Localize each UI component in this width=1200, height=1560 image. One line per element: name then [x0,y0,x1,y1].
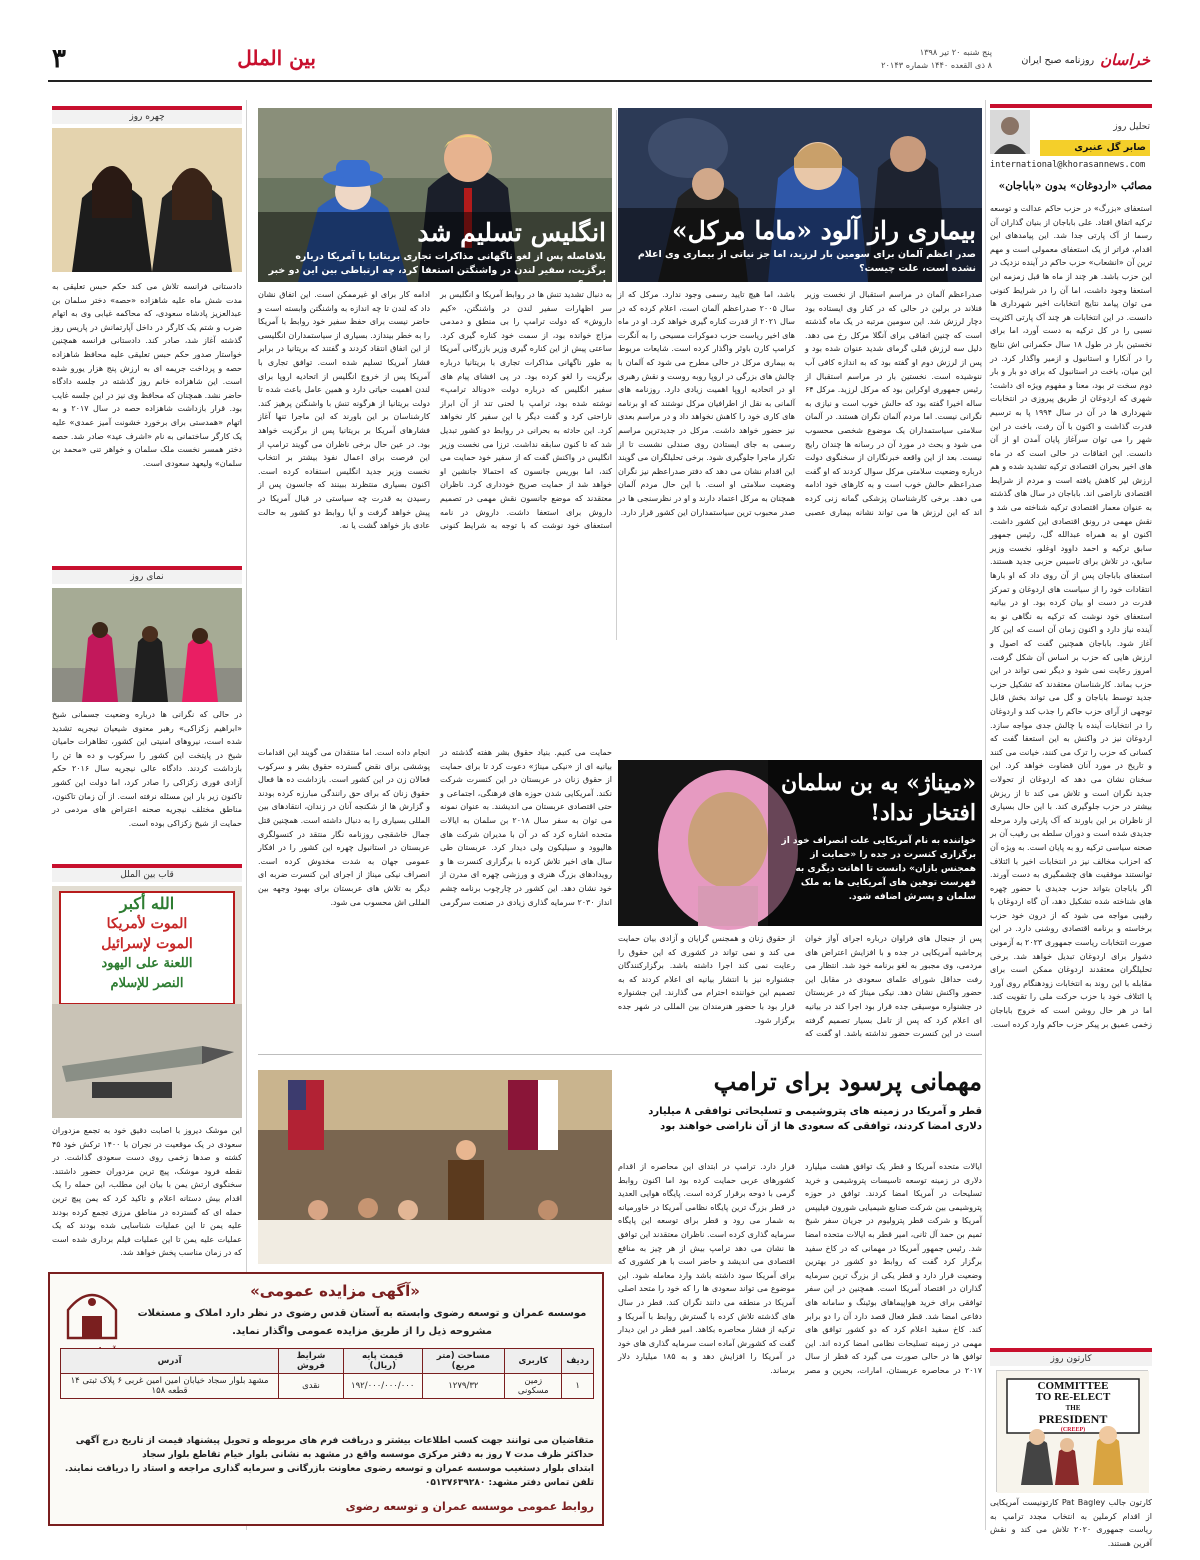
england-body-continued: حمایت می کنیم. بنیاد حقوق بشر هفته گذشته در بیانیه ای از «نیکی میناژ» دعوت کرد تا برای حمایت از حقوق زنان در عربستان در این کنسرت شرکت نکند. آمریکایی شدن حوزه های فرهنگی، اجتماعی و حتی اقتصادی عربستان می اندیشند. به عنوان نمونه می توان به سفر سال ۲۰۱۸ بن سلمان به ایالات متحده اشاره کرد که در آن با مدیران شرکت های هالیوود و سیلیکون ولی دیدار کرد. عربستان طی سال های اخیر تلاش کرده با برگزاری کنسرت ها و رویدادهای بزرگ هنری و ورزشی چهره ای مدرن از خود نشان دهد. این کشور در چارچوب برنامه چشم انداز ۲۰۳۰ سرمایه گذاری زیادی در صنعت سرگرمی انجام داده است. اما منتقدان می گویند این اقدامات پوششی برای نقض گسترده حقوق بشر و سرکوب فعالان زن در این کشور است. بازداشت ده ها فعال حقوق زنان که برای حق رانندگی مبارزه کرده بودند و گزارش ها از شکنجه آنان در زندان، انتقادهای بین المللی بسیاری را به دنبال داشته است. همچنین قتل جمال خاشقجی روزنامه نگار منتقد در کنسولگری عربستان در استانبول چهره این کشور را در افکار عمومی جهان به شدت مخدوش کرده است. انصراف نیکی میناژ از اجرای این کنسرت ضربه ای دیگر به تلاش های عربستان برای بهبود وجهه بین المللی اش محسوب می شود. [258,748,612,907]
masthead-rule [48,80,1152,82]
scene-of-day-label: نمای روز [52,566,242,584]
author-avatar [990,110,1030,154]
cartoon-caption: کارتون جالب Pat Bagley کارتونیست آمریکایی از اقدام کرملین به انتخاب مجدد ترامپ به ریاست جمهوری ۲۰۲۰ تلاش می کند و نقش آفرین هستند. [990,1498,1152,1548]
england-photo [258,108,612,290]
ad-footer-line: حداکثر ظرف مدت ۷ روز به دفتر مرکزی موسسه واقع در مشهد به نشانی بلوار خیام تقاطع بلوار سجاد [142,1450,594,1460]
face-of-day-body: دادستانی فرانسه تلاش می کند حکم حبس تعلیقی به مدت شش ماه علیه شاهزاده «حصه» دختر سلمان بن عبدالعزیز پادشاه سعودی، که محاکمه غیابی وی به اتهام ضرب و شتم یک کارگر در داخل آپارتمانش در پاریس روز گذشته آغاز شد، صادر کند. دادستانی فرانسه همچنین خواستار صدور حکم حبس تعلیقی علیه محافظ شاهزاده حصه و پرداخت جریمه ای به ارزش پنج هزار یورو شده است. این شاهزاده خانم روز گذشته در جلسه دادگاه حاضر نشد. همچنان که محافظ وی نیز در این جلسه غایب بود. قرار بازداشت شاهزاده حصه در سال ۲۰۱۷ و به اتهام «همدستی برای برخورد خشونت آمیز عمدی» علیه یک کارگر ساختمانی به نام «اشرف عید» صادر شد. حصه دختر همسر نخست ملک سلمان و خواهر تنی «محمد بن سلمان» ولیعهد سعودی است. [52,282,242,468]
scene-of-day-photo [52,588,242,702]
frame-banner-line: اللعنة على اليهود [101,956,193,971]
ad-table [60,1348,594,1399]
analysis-email[interactable]: international@khorasannews.com [990,160,1146,170]
table-cell: نقدی [279,1374,344,1399]
england-body: به دنبال تشدید تنش ها در روابط آمریکا و انگلیس بر سر اظهارات سفیر لندن در واشنگتن، «کیم داروش» که دولت ترامپ را بی منطق و دمدمی مزاج خوانده بود، از سمت خود کناره گیری کرد. ساعتی پیش از این کناره گیری وزیر بازرگانی آمریکا به طور ناگهانی مذاکرات تجاری با بریتانیا درباره برگزیت را لغو کرده بود. در پی افشای پیام های سفیر انگلیس که درباره دولت «دونالد ترامپ» نوشته شده بود، ترامپ با لحنی تند از آن ابراز ناراحتی کرد و گفت دیگر با این سفیر کار نخواهد کرد. این حادثه به بحرانی در روابط دو کشور تبدیل شد که تا کنون سابقه نداشت. ترزا می نخست وزیر انگلیس در واکنش گفت که از سفیر خود حمایت می کند، اما بوریس جانسون که احتمالا جانشین او خواهد شد از حمایت صریح خودداری کرد. ناظران معتقدند که موضع جانسون نقش مهمی در تصمیم داروش برای استعفا داشت. داروش در نامه استعفای خود نوشت که با توجه به شرایط کنونی ادامه کار برای او غیرممکن است. این اتفاق نشان داد که لندن تا چه اندازه به واشنگتن وابسته است و حاضر نیست برای حفظ سفیر خود روابط با آمریکا را به خطر بیندازد. بسیاری از سیاستمداران انگلیسی از این اتفاق انتقاد کردند و گفتند که بریتانیا در برابر فشار آمریکا تسلیم شده است. توافق تجاری با آمریکا پس از خروج انگلیس از اتحادیه اروپا برای لندن اهمیت حیاتی دارد و همین عامل باعث شده تا دولت بریتانیا از هرگونه تنش با واشنگتن پرهیز کند. کارشناسان بر این باورند که این ماجرا تنها آغاز فشارهای آمریکا بر بریتانیا پس از برگزیت خواهد بود. در عین حال برخی ناظران می گویند ترامپ از این فرصت برای اعمال نفوذ بیشتر بر انتخاب نخست وزیر جدید انگلیس استفاده کرده است. اکنون بسیاری منتظرند ببینند که جانسون پس از رسیدن به قدرت چه سیاستی در قبال آمریکا در پیش خواهد گرفت و آیا روابط دو کشور به حالت عادی باز خواهد گشت یا نه. [258,290,612,531]
frame-photo [52,886,242,1118]
date-line-2: ۸ ذی القعده ۱۴۴۰ شماره ۲۰۱۴۳ [881,60,992,70]
scene-of-day-body: در حالی که نگرانی ها درباره وضعیت جسمانی شیخ «ابراهیم زکزاکی» رهبر معنوی شیعیان نیجریه تشدید شده است، نیروهای امنیتی این کشور، تظاهرات حامیان شیخ در پایتخت این کشور را سرکوب و ده ها تن را بازداشت کردند. دادگاه عالی نیجریه سال ۲۰۱۶ حکم آزادی فوری زکزاکی را صادر کرد، اما دولت این کشور تاکنون زیر بار این مسئله نرفته است. از آن زمان تاکنون، مناطق مختلف نیجریه صحنه اعتراض های مردمی در حمایت از شیخ زکزاکی بوده است. [52,710,243,828]
brand-tagline: روزنامه صبح ایران [1021,54,1095,66]
merkel-body: صدراعظم آلمان در مراسم استقبال از نخست وزیر فنلاند در برلین در حالی که در کنار وی ایستاده بود دچار لرزش شد. این سومین مرتبه در یک ماه گذشته است که چنین اتفاقی برای آنگلا مرکل رخ می دهد. دلیل سه لرزش قبلی گرمای شدید عنوان شده بود و پس از لرزش دوم او گفته بود که به اندازه کافی آب ننوشیده است. نخستین بار در مراسم استقبال از رئیس جمهوری اوکراین بود که مرکل لرزید. مرکل ۶۴ ساله اخیرا گفته بود که حالش خوب است و نیازی به نگرانی نیست. اما مردم آلمان نگران هستند. در آلمان سلامتی سیاستمداران یک موضوع شخصی محسوب می شود و بحث در مورد آن در رسانه ها چندان رایج نیست. بعد از این واقعه خبرنگاران از سخنگوی دولت درباره وضعیت سلامتی مرکل سوال کردند که او گفت صدراعظم حالش خوب است و به کارهای خود ادامه می دهد. برخی کارشناسان پزشکی گمانه زنی کرده اند که این لرزش ها می تواند نشانه بیماری عصبی باشد، اما هیچ تایید رسمی وجود ندارد. مرکل که از سال ۲۰۰۵ صدراعظم آلمان است، اعلام کرده که در سال ۲۰۲۱ از قدرت کناره گیری خواهد کرد. او در ماه های اخیر ریاست حزب دموکرات مسیحی را به آنگرت کرامپ کارن باوئر واگذار کرده است. شایعات مربوط به بیماری مرکل در حالی مطرح می شود که آلمان با چالش های بزرگی در اروپا روبه روست و نقش رهبری او در اتحادیه اروپا اهمیت زیادی دارد. روزنامه های آلمانی به نقل از اطرافیان مرکل نوشتند که او برنامه های کاری خود را کاهش نخواهد داد و در مراسم بعدی نیز حضور خواهد داشت. مرکل در جدیدترین مراسم رسمی به جای ایستادن روی صندلی نشست تا از تکرار ماجرا جلوگیری شود. برخی تحلیلگران می گویند این اقدام نشان می دهد که دفتر صدراعظم نیز نگران وضعیت سلامتی او است. با این حال مردم آلمان همچنان به مرکل اعتماد دارند و او در نظرسنجی ها در صدر محبوب ترین سیاستمداران این کشور قرار دارد. [618,290,982,517]
table-cell: زمین مسکونی [505,1374,562,1399]
analysis-author: صابر گل عنبری [1040,140,1150,156]
brand-block [996,46,1150,74]
minaj-body: پس از جنجال های فراوان درباره اجرای آواز خوان پرحاشیه آمریکایی در جده و با افزایش اعتراض های مردمی، وی مجبور به لغو برنامه خود شد. انتظار می رفت حداقل شورای علمای سعودی در مقابل این حضور واکنش نشان دهد. نیکی میناژ که در عربستان در جشنواره موسیقی جده قرار بود اجرا کند در بیانیه ای اعلام کرد که پس از تامل بسیار تصمیم گرفته است در این کنسرت حضور نداشته باشد. او گفت که از حقوق زنان و همجنس گرایان و آزادی بیان حمایت می کند و نمی تواند در کشوری که این حقوق را رعایت نمی کند اجرا داشته باشد. برگزارکنندگان جشنواره نیز با انتشار بیانیه ای اعلام کردند که به تصمیم این خواننده احترام می گذارند. این جشنواره قرار بود با حضور هنرمندان بین المللی در شهر جده برگزار شود. [618,934,982,1039]
cartoon-sign-line: COMMITTEE [1037,1380,1109,1392]
analysis-body: استعفای «بزرگ» در حزب حاکم عدالت و توسعه ترکیه اتفاق افتاد. علی باباجان از بنیان گذاران آن رسما از آک پارتی جدا شد. این پیامدهای این اقدام، فراتر از یک استعفای معمولی است و مهم ترین آن «انشعاب» حزب حاکم در آینده نزدیک در این حزب باشد. هر چند از ماه ها قبل زمزمه این استعفا وجود داشت، اما آن را در شرایط کنونی می توان پیامد نتایج انتخابات اخیر شهرداری ها دانست. در این انتخابات هر چند آک پارتی اکثریت نسبی را در کل ترکیه به دست آورد، اما برای نخستین بار در طول ۱۸ سال حکمرانی اش نتایج را در آنکارا و استانبول و ازمیر واگذار کرد. در این میان، باخت در استانبول که برای دو بار و بار دوم سخت تر بود، معنا و مفهوم ویژه ای داشت؛ شهری که اردوغان از طریق پیروزی در انتخابات شهرداری ها در آن در سال ۱۹۹۴ پا به ترسیم قدرت گذاشت و اکنون با آن رفت، باخت در این شهر را می توان سرآغاز پایان آمدن او از آن دانست. این اتفاقات در حالی است که در ماه های اخیر بحران اقتصادی ترکیه تشدید شده و هم ارزش لیر کاهش یافته است و مردم از شرایط اقتصادی ناراضی اند. باباجان در سال های گذشته به عنوان معمار اقتصادی ترکیه شناخته می شد و نقش مهمی در رونق اقتصادی این کشور داشت. اکنون او به همراه عبدالله گل، رئیس جمهور سابق ترکیه و احمد داوود اوغلو، نخست وزیر سابق، در تلاش برای تاسیس حزبی جدید هستند. استعفای باباجان پس از آن روی داد که او بارها انتقادات خود را از سیاست های اردوغان و تمرکز قدرت در دست او بیان کرده بود. او در بیانیه استعفای خود نوشت که ترکیه به نگاهی نو به آینده نیاز دارد و اکنون زمان آن است که این کار آغاز شود. باباجان همچنین گفت که اصول و ارزش هایی که حزب بر اساس آن شکل گرفت، امروز رعایت نمی شود و دیگر نمی تواند در این حزب بماند. کارشناسان معتقدند که تشکیل حزب جدید توسط باباجان و گل می تواند بخش قابل توجهی از آرای حزب حاکم را جذب کند و اردوغان را در انتخابات آینده با چالش جدی مواجه سازد. اردوغان نیز در واکنش به این استعفا گفت که کسانی که حزب را ترک می کنند، خیانت می کنند و تاریخ در مورد آنان قضاوت خواهد کرد. این سخنان نشان می دهد که اردوغان از تحولات جدید نگران است و تلاش می کند تا از ریزش بیشتر در حزب جلوگیری کند. با این حال بسیاری از ناظران بر این باورند که آک پارتی وارد مرحله جدیدی شده است و دوران سلطه بی رقیب آن بر صحنه سیاسی ترکیه رو به پایان است. به ویژه آن که احزاب مخالف نیز در انتخابات اخیر با ائتلاف توانستند موفقیت های چشمگیری به دست آورند. اگر باباجان بتواند حزب جدیدی با حضور چهره های شناخته شده تشکیل دهد، آن گاه اردوغان با رقیبی مواجه می شود که از درون خود حزب برخاسته و برنامه اقتصادی روشنی دارد. در این صورت انتخابات ریاست جمهوری ۲۰۲۳ به آزمونی دشوار برای اردوغان تبدیل خواهد شد. برخی تحلیلگران معتقدند اردوغان ممکن است برای مقابله با این روند به انتخابات زودهنگام روی آورد یا ائتلاف خود با حزب حرکت ملی را تقویت کند. اما در هر حال روشن است که خروج باباجان زخمی عمیق بر پیکر حزب حاکم وارد کرده است. [990,204,1153,1029]
ad-signature: روابط عمومی موسسه عمران و توسعه رضوی [345,1500,594,1513]
trump-lead: قطر و آمریکا در زمینه های پتروشیمی و تسلیحاتی توافقی ۸ میلیارد دلاری امضا کردند، توافقی که سعودی ها از آن ناراضی خواهند بود [648,1106,982,1132]
frame-banner-line: الموت لإسرائيل [101,936,193,952]
ad-table-column-header: شرایط فروش [279,1349,344,1374]
cartoon-sign-line: PRESIDENT [1038,1412,1108,1426]
face-of-day-photo [52,128,242,272]
table-cell: مشهد بلوار سجاد خیابان امین امین غربی ۶ پلاک ثبتی ۱۴ قطعه ۱۵۸ [61,1374,279,1399]
ad-intro-2: مشروحه ذیل را از طریق مزایده عمومی واگذار نماید. [232,1326,492,1337]
date-line-1: پنج شنبه ۲۰ تیر ۱۳۹۸ [919,47,992,57]
minaj-headline: «میناژ» به بن سلمان افتخار نداد! [781,770,976,826]
cartoon-label: کارتون روز [990,1348,1152,1366]
analysis-label: تحلیل روز [1113,122,1150,132]
section-divider [258,1054,982,1055]
table-cell: ۱۲۷۹/۳۲ [422,1374,504,1399]
frame-banner-line: الله أكبر [119,894,175,913]
ad-footer-line: متقاضیان می توانند جهت کسب اطلاعات بیشتر و دریافت فرم های مربوطه و تحویل پیشنهاد قیمت از تاریخ درج آگهی [75,1436,594,1446]
frame-banner-line: النصر للإسلام [110,976,184,991]
cartoon-sign-line: TO RE-ELECT [1035,1391,1111,1403]
ad-phone: تلفن تماس دفتر مشهد: ۰۵۱۳۷۶۳۹۲۸۰ [424,1478,594,1488]
england-lead: بلافاصله پس از لغو ناگهانی مذاکرات تجاری بریتانیا با آمریکا درباره برگزیت، سفیر لندن در واشنگتن استعفا کرد، چه ارتباطی بین این دو خبر است؟ [268,251,606,290]
frame-banner-line: الموت لأمريكا [106,916,188,932]
cartoon-image [996,1370,1148,1492]
table-cell: ۱۹۲/۰۰۰/۰۰۰/۰۰۰ [343,1374,422,1399]
ad-title: «آگهی مزایده عمومی» [250,1282,420,1300]
ad-footer-line: ابتدای بلوار دستغیب موسسه عمران و توسعه رضوی معاونت بازرگانی و سرمایه گذاری مراجعه و استاد را دریافت نمایند. [64,1464,594,1474]
merkel-headline: بیماری راز آلود «ماما مرکل» [671,216,976,245]
analysis-headline: مصائب «اردوغان» بدون «باباجان» [998,180,1152,192]
frame-label: قاب بین الملل [52,864,242,882]
ad-table-column-header: آدرس [61,1349,279,1374]
face-of-day-label: چهره روز [52,106,242,124]
trump-body: ایالات متحده آمریکا و قطر یک توافق هشت میلیارد دلاری در زمینه توسعه تاسیسات پتروشیمی و خرید تسلیحات در آمریکا امضا کردند. توافق در حوزه پتروشیمی بین شرکت صنایع شیمیایی شورون فیلیپس آمریکا و شرکت قطر پترولیوم در جریان سفر شیخ تمیم بن حمد آل ثانی، امیر قطر به ایالات متحده امضا شد. رئیس جمهور آمریکا در مهمانی که در کاخ سفید برگزار کرد گفت که روابط دو کشور در بهترین وضعیت قرار دارد و قطر یکی از بزرگ ترین سرمایه گذاران در اقتصاد آمریکا است. همچنین در این سفر توافقی برای خرید هواپیماهای بوئینگ و سامانه های دفاعی امضا شد. قطر فعال قصد دارد آن را دو برابر کند. کاخ سفید اعلام کرد که دو کشور توافق های مهمی در زمینه تسلیحات نظامی امضا کرده اند. این توافق ها در حالی صورت می گیرد که قطر از سال ۲۰۱۷ در محاصره عربستان، امارات، بحرین و مصر قرار دارد. ترامپ در ابتدای این محاصره از اقدام کشورهای عربی حمایت کرده بود اما اکنون روابط گرمی با دوحه برقرار کرده است. پایگاه هوایی العدید در قطر بزرگ ترین پایگاه نظامی آمریکا در خاورمیانه به شمار می رود و قطر برای توسعه این پایگاه سرمایه گذاری کرده است. ناظران معتقدند این توافق ها نشان می دهد ترامپ بیش از هر چیز به منافع اقتصادی می اندیشد و حاضر است با هر کشوری که برای آمریکا سود داشته باشد وارد معامله شود. این موضوع می تواند سعودی ها را که خود را متحد اصلی آمریکا در منطقه می دانند نگران کند. قطر در سال های گذشته تلاش کرده با گسترش روابط با آمریکا و ترکیه از فشار محاصره بکاهد. امیر قطر در این دیدار گفت که کشورش آماده است سرمایه گذاری های خود در آمریکا را افزایش دهد و به ۱۸۵ میلیارد دلار برساند. [618,1162,982,1375]
table-row [61,1374,594,1399]
england-headline: انگلیس تسلیم شد [417,218,606,247]
minaj-photo [618,760,982,926]
table-cell: ۱ [562,1374,594,1399]
column-divider [985,100,986,1530]
brand-logo: خراسان [1100,51,1150,69]
analysis-top-rule [990,104,1152,108]
ad-intro-1: موسسه عمران و توسعه رضوی وابسته به آستان قدس رضوی در نظر دارد املاک و مستغلات [137,1308,587,1319]
column-divider [616,110,617,640]
date-line [868,46,992,74]
cartoon-sign-line: (CREEP) [1060,1427,1086,1433]
cartoon-sign-line: THE [1065,1404,1081,1412]
minaj-lead: خواننده به نام آمریکایی علت انصراف خود از برگزاری کنسرت در جده را «حمایت از همجنس بازان» دانست تا اهانت دیگری به فهرست توهین های آمریکایی ها به ملک سلمان و پسرش اضافه شود. [781,836,976,902]
merkel-photo [618,108,982,282]
auction-ad [48,1272,604,1526]
merkel-lead: صدر اعظم آلمان برای سومین بار لرزید، اما جز نیاتی از بیماری وی اعلام نشده است، علت چیست؟ [637,249,976,274]
ad-table-column-header: ردیف [562,1349,594,1374]
ad-table-header [61,1349,594,1374]
ad-table-column-header: کاربری [505,1349,562,1374]
frame-body: این موشک دیروز با اصابت دقیق خود به تجمع مزدوران سعودی در یک موقعیت در نجران با ۱۴۰۰ ترکش خود ۴۵ کشته و صدها زخمی روی دست سعودی گذاشت. در نقطه فرود موشک، پیچ ترین مزدوران حضور داشتند. سخنگوی ارتش یمن با بیان این مطلب، این حمله را یک اقدام بیش دستانه اعلام و تاکید کرد که یمن پیچ ترین حمله ای که گسترده در مناطق مرزی تجمع کرده بودند علیه یمن تا این عملیات شناسایی شده بودند که یک عملیات علیه یمن تا این عملیات فیلم برداری شده است که در زمان مناسب پخش خواهد شد. [52,1126,243,1258]
ad-table-column-header: مساحت (متر مربع) [422,1349,504,1374]
page-number: ۳ [52,44,66,74]
trump-headline: مهمانی پرسود برای ترامپ [713,1067,982,1096]
trump-photo [258,1070,612,1264]
section-title: بین الملل [237,46,316,70]
ad-table-column-header: قیمت پایه (ریال) [343,1349,422,1374]
ad-footer [60,1434,594,1490]
